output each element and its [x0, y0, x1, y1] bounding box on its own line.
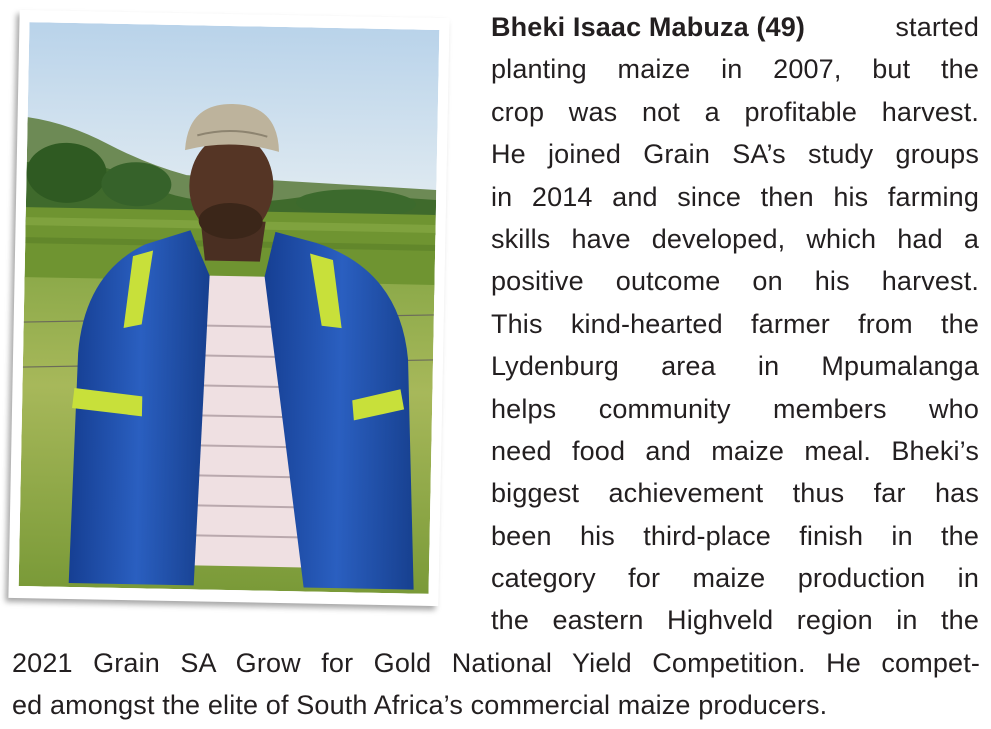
article-line-12: biggest achievement thus far has [491, 478, 979, 509]
article-line-2: planting maize in 2007, but the [491, 54, 979, 85]
article-line-3: crop was not a profitable harvest. [491, 96, 979, 127]
article-line-5: in 2014 and since then his farming [491, 181, 979, 212]
article-line-10: helps community members who [491, 393, 979, 424]
article-line-1 [491, 6, 979, 48]
article-line-6: skills have developed, which had a [491, 223, 979, 254]
article-line-15: the eastern Highveld region in the [491, 605, 979, 636]
article-line-14: category for maize production in [491, 563, 979, 594]
article-line-8: This kind-hearted farmer from the [491, 308, 979, 339]
article-line-17: ed amongst the elite of South Africa’s commercial maize producers. [12, 690, 828, 721]
article-text-column [491, 6, 979, 642]
article-line-7: positive outcome on his harvest. [491, 266, 979, 297]
farmer-name: Bheki Isaac Mabuza (49) [491, 12, 806, 42]
farmer-photo-illustration [19, 22, 440, 594]
article-line-1-rest: started [895, 12, 979, 42]
article-text-bottom [12, 642, 980, 727]
article-line-11: need food and maize meal. Bheki’s [491, 435, 979, 466]
article-line-16: 2021 Grain SA Grow for Gold National Yield Competition. He compet- [12, 648, 980, 678]
farmer-photo [19, 22, 440, 594]
photo-frame [8, 10, 449, 606]
article-line-9: Lydenburg area in Mpumalanga [491, 351, 979, 382]
article-line-4: He joined Grain SA’s study groups [491, 139, 979, 170]
article-line-13: been his third-place finish in the [491, 520, 979, 551]
